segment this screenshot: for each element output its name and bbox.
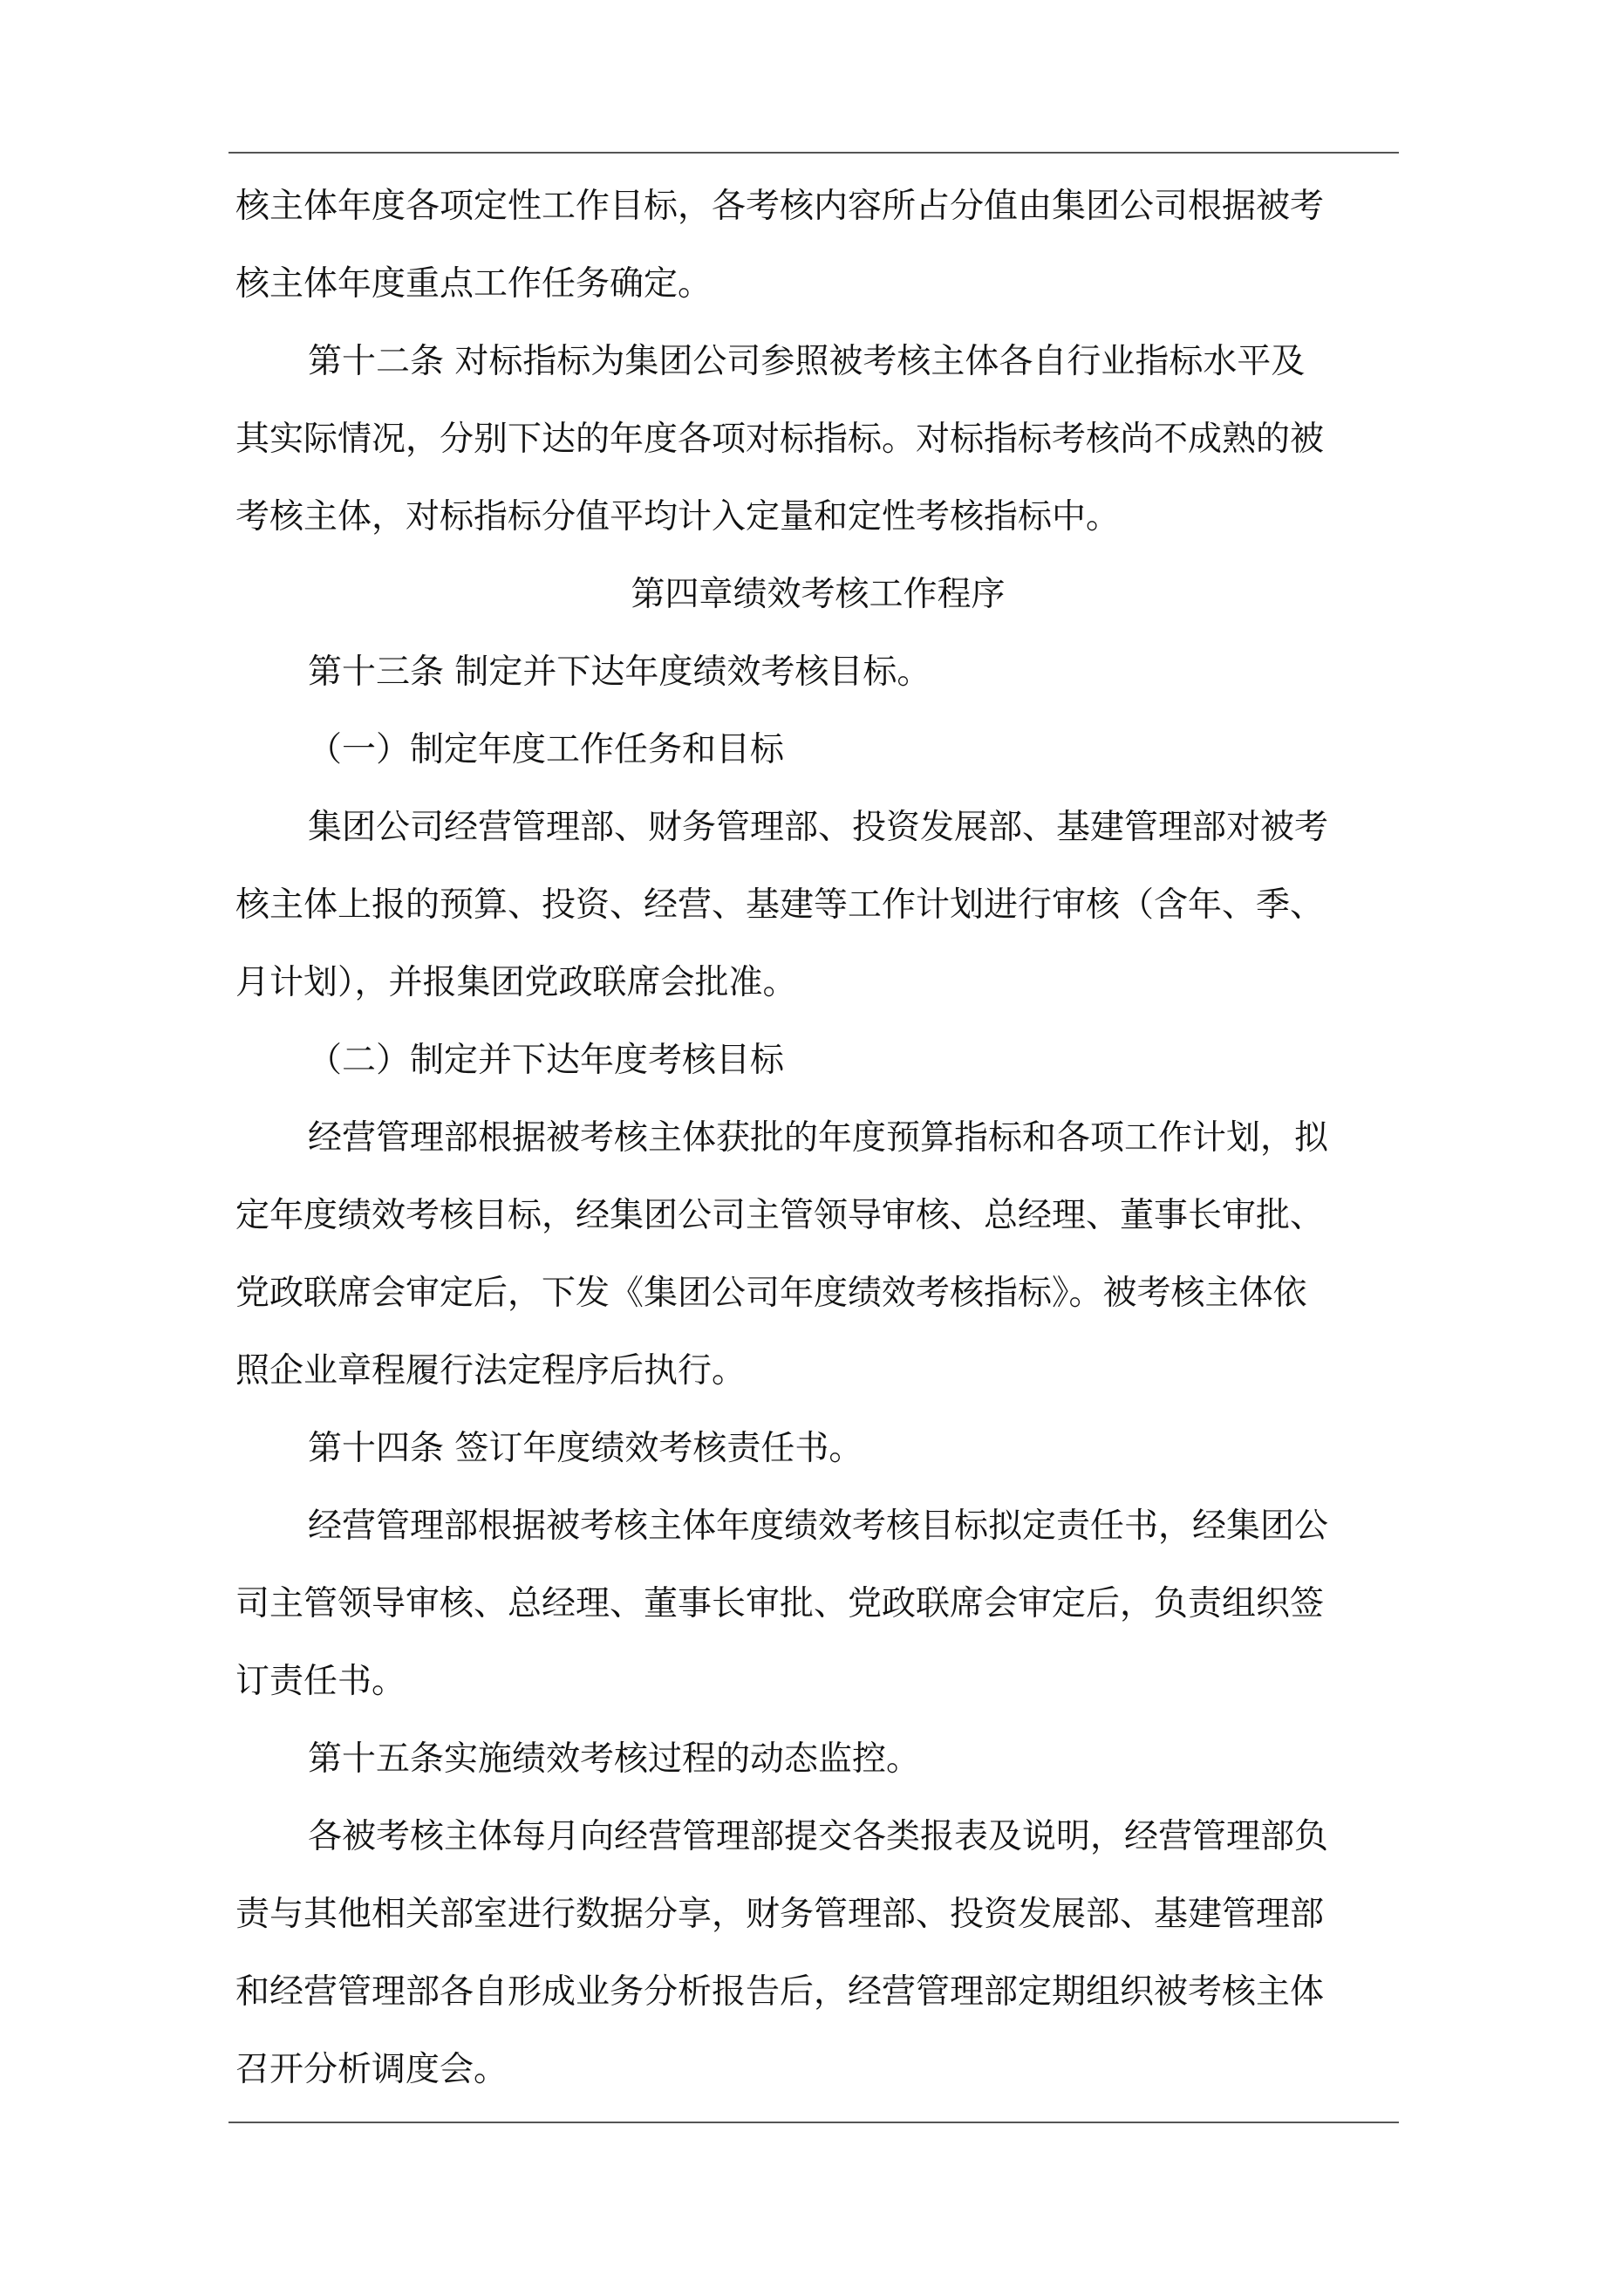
text-line: 召开分析调度会。 (235, 2050, 508, 2089)
footer-rule (228, 2122, 1399, 2123)
header-rule (228, 152, 1399, 154)
chapter-heading: 第四章绩效考核工作程序 (631, 575, 1006, 614)
subsection-heading: （二）制定并下达年度考核目标 (308, 1041, 785, 1080)
text-line: 照企业章程履行法定程序后执行。 (235, 1351, 747, 1391)
text-line: 各被考核主体每月向经营管理部提交各类报表及说明，经营管理部负 (308, 1817, 1329, 1856)
text-line: 其实际情况，分别下达的年度各项对标指标。对标指标考核尚不成熟的被 (235, 420, 1325, 459)
article-14-line: 第十四条 签订年度绩效考核责任书。 (308, 1429, 863, 1468)
text-line: 考核主体，对标指标分值平均计入定量和定性考核指标中。 (235, 497, 1121, 536)
article-15-line: 第十五条实施绩效考核过程的动态监控。 (308, 1739, 921, 1779)
article-13-line: 第十三条 制定并下达年度绩效考核目标。 (308, 653, 931, 692)
text-line: 经营管理部根据被考核主体获批的年度预算指标和各项工作计划，拟 (308, 1118, 1329, 1158)
article-12-line: 第十二条 对标指标为集团公司参照被考核主体各自行业指标水平及 (308, 342, 1306, 381)
subsection-heading: （一）制定年度工作任务和目标 (308, 730, 785, 769)
text-line: 集团公司经营管理部、财务管理部、投资发展部、基建管理部对被考 (308, 808, 1329, 847)
document-body (235, 167, 1401, 2108)
text-line: 月计划），并报集团党政联席会批准。 (235, 963, 797, 1002)
text-line: 和经营管理部各自形成业务分析报告后，经营管理部定期组织被考核主体 (235, 1972, 1325, 2012)
text-line: 经营管理部根据被考核主体年度绩效考核目标拟定责任书，经集团公 (308, 1507, 1329, 1546)
text-line: 核主体年度各项定性工作目标，各考核内容所占分值由集团公司根据被考 (235, 187, 1325, 226)
text-line: 订责任书。 (235, 1662, 406, 1701)
text-line: 责与其他相关部室进行数据分享，财务管理部、投资发展部、基建管理部 (235, 1895, 1325, 1934)
text-line: 司主管领导审核、总经理、董事长审批、党政联席会审定后，负责组织签 (235, 1584, 1325, 1623)
text-line: 核主体上报的预算、投资、经营、基建等工作计划进行审核（含年、季、 (235, 885, 1325, 925)
text-line: 党政联席会审定后，下发《集团公司年度绩效考核指标》。被考核主体依 (235, 1274, 1307, 1313)
text-line: 核主体年度重点工作任务确定。 (235, 264, 713, 304)
text-line: 定年度绩效考核目标，经集团公司主管领导审核、总经理、董事长审批、 (235, 1196, 1325, 1235)
